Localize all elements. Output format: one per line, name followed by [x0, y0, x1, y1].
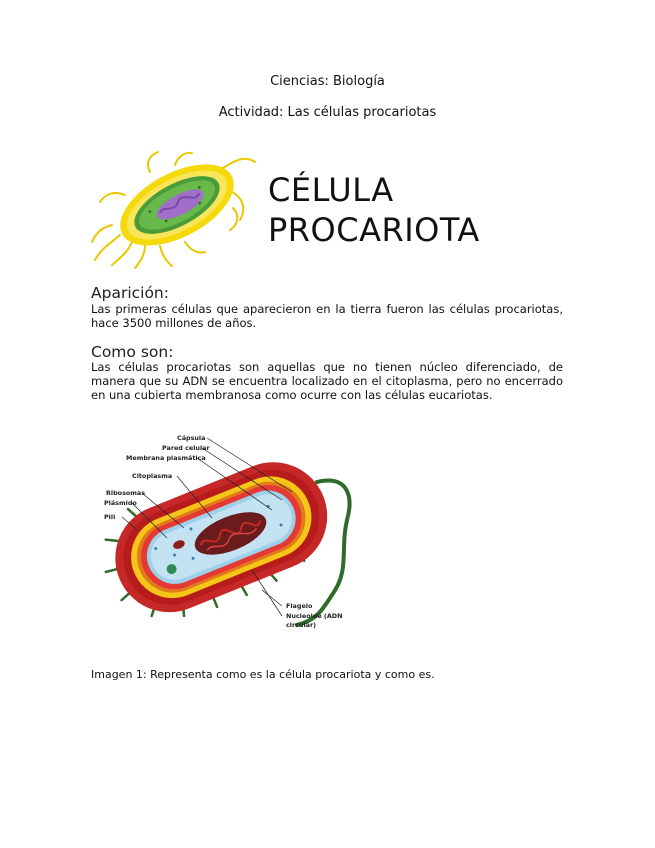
- section-heading-aparicion: Aparición:: [91, 284, 169, 302]
- section-heading-como-son: Como son:: [91, 343, 174, 361]
- section-body-aparicion: Las primeras células que aparecieron en la tierra fueron las células procariotas, hace 3500 millones de años.: [91, 302, 563, 330]
- bacterium-illustration-icon: [90, 150, 265, 272]
- label-nucleoide: Nucleoide (ADN: [286, 612, 343, 620]
- label-ribosomas: Ribosomas: [106, 489, 146, 497]
- label-capsula: Cápsula: [177, 434, 206, 442]
- label-membrana-plasmatica: Membrana plasmática: [126, 454, 206, 462]
- prokaryotic-cell-diagram-icon: [92, 420, 362, 642]
- section-body-como-son: Las células procariotas son aquellas que no tienen núcleo diferenciado, de manera que su ADN se encuentra localizado en el citoplasma, pero no encerrado en una cubierta membranosa como ocurre con las células eucariotas.: [91, 360, 563, 402]
- label-flagelo: Flagelo: [286, 602, 313, 610]
- label-citoplasma: Citoplasma: [132, 472, 173, 480]
- label-pared-celular: Pared celular: [162, 444, 210, 452]
- label-adn-circular: circular): [286, 621, 317, 629]
- label-plasmido: Plásmido: [104, 499, 137, 507]
- subject-line: Ciencias: Biología: [270, 74, 385, 89]
- label-pili: Pili: [104, 513, 116, 521]
- title-banner: CÉLULA PROCARIOTA: [268, 171, 480, 249]
- image-caption: Imagen 1: Representa como es la célula procariota y como es.: [91, 668, 435, 681]
- activity-line: Actividad: Las células procariotas: [218, 105, 437, 120]
